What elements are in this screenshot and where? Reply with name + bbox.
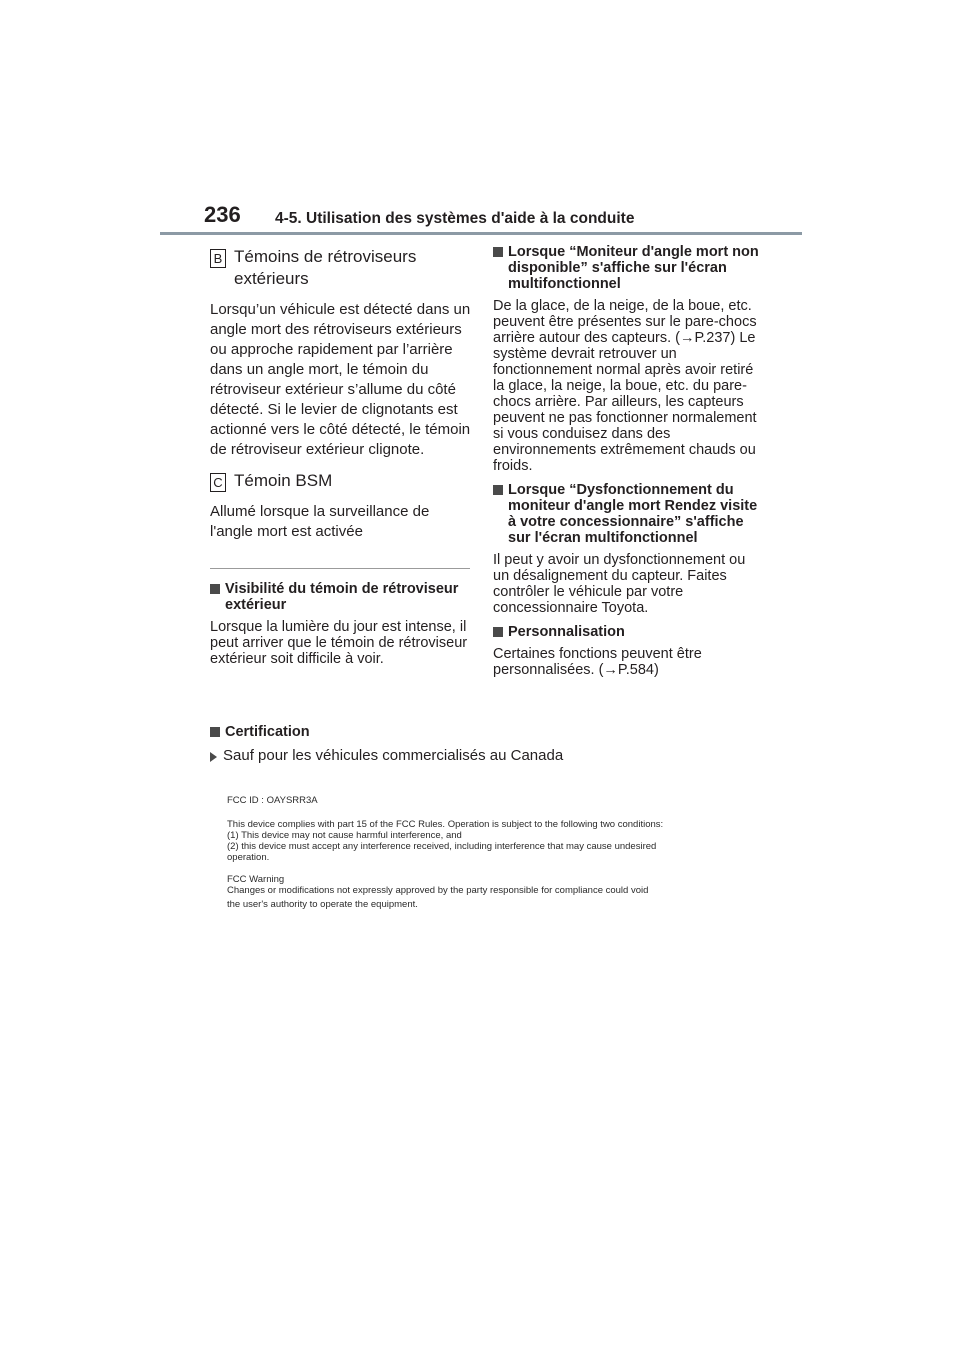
item-b-text: Lorsqu’un véhicule est détecté dans un angle mort des rétroviseurs extérieurs ou approche rapidement par l’arrière dans un angle mort, le témoin du rétroviseur extérieur s’allume du côté détecté. Si le levier de clignotants est actionné vers le côté détecté, le témoin de rétroviseur extérieur clignote. [210,301,471,458]
item-b-heading [210,246,472,290]
section-title: 4-5. Utilisation des systèmes d'aide à la conduite [275,210,635,227]
square-bullet-icon [493,485,503,495]
square-bullet-icon [210,727,220,737]
header-rule [160,232,802,235]
left-column [210,246,472,675]
section-divider [210,568,470,569]
malfunction-heading: Lorsque “Dysfonctionnement du moniteur d'angle mort Rendez visite à votre concessionnaire” s'affiche sur l'écran multifonctionnel [493,482,763,546]
triangle-bullet-icon [210,752,217,762]
page-number: 236 [204,202,241,227]
item-c-text: Allumé lorsque la surveillance de l'angle mort est activée [210,503,430,540]
fcc-compliance-line: (1) This device may not cause harmful interference, and [227,830,462,841]
square-bullet-icon [493,247,503,257]
fcc-compliance [227,819,757,863]
certification-section [210,724,770,766]
fcc-warning-line: Changes or modifications not expressly approved by the party responsible for compliance could void [227,885,649,896]
fcc-compliance-line: (2) this device must accept any interference received, including interference that may cause undesired [227,841,657,852]
personalization-heading: Personnalisation [493,624,763,640]
fcc-compliance-line: operation. [227,852,270,863]
item-c-title: Témoin BSM [234,471,333,490]
fcc-statement [227,795,757,921]
unavailable-text: De la glace, de la neige, de la boue, etc. peuvent être présentes sur le pare-chocs arrière autour des capteurs. (→P.237) Le système devrait retrouver un fonctionnement normal après avoir retiré la glace, la neige, la boue, etc. du pare-chocs arrière. Par ailleurs, les capteurs peuvent ne pas fonctionner normalement si vous conduisez dans des environnements extrêmement chauds ou froids. [493,298,757,474]
personalization-text: Certaines fonctions peuvent être personnalisées. (→P.584) [493,646,702,678]
certification-note: Sauf pour les véhicules commercialisés au Canada [210,746,770,766]
fcc-warning-line: FCC Warning [227,874,285,885]
unavailable-heading: Lorsque “Moniteur d'angle mort non disponible” s'affiche sur l'écran multifonctionnel [493,244,763,292]
square-bullet-icon [493,627,503,637]
fcc-id: FCC ID : OAYSRR3A [227,795,318,806]
visibility-heading: Visibilité du témoin de rétroviseur extérieur [210,581,472,613]
letter-c-badge: C [210,473,226,492]
square-bullet-icon [210,584,220,594]
fcc-compliance-line: This device complies with part 15 of the FCC Rules. Operation is subject to the following two conditions: [227,819,664,830]
visibility-text: Lorsque la lumière du jour est intense, il peut arriver que le témoin de rétroviseur extérieur soit difficile à voir. [210,619,468,667]
fcc-warning-line: the user's authority to operate the equipment. [227,899,418,910]
letter-b-badge: B [210,249,226,268]
item-b-title: Témoins de rétroviseurs extérieurs [234,247,417,288]
item-c-heading [210,470,472,492]
certification-heading: Certification [210,724,770,740]
fcc-warning [227,874,757,910]
right-column [493,244,763,686]
malfunction-text: Il peut y avoir un dysfonctionnement ou un désalignement du capteur. Faites contrôler le véhicule par votre concessionnaire Toyota. [493,552,746,616]
